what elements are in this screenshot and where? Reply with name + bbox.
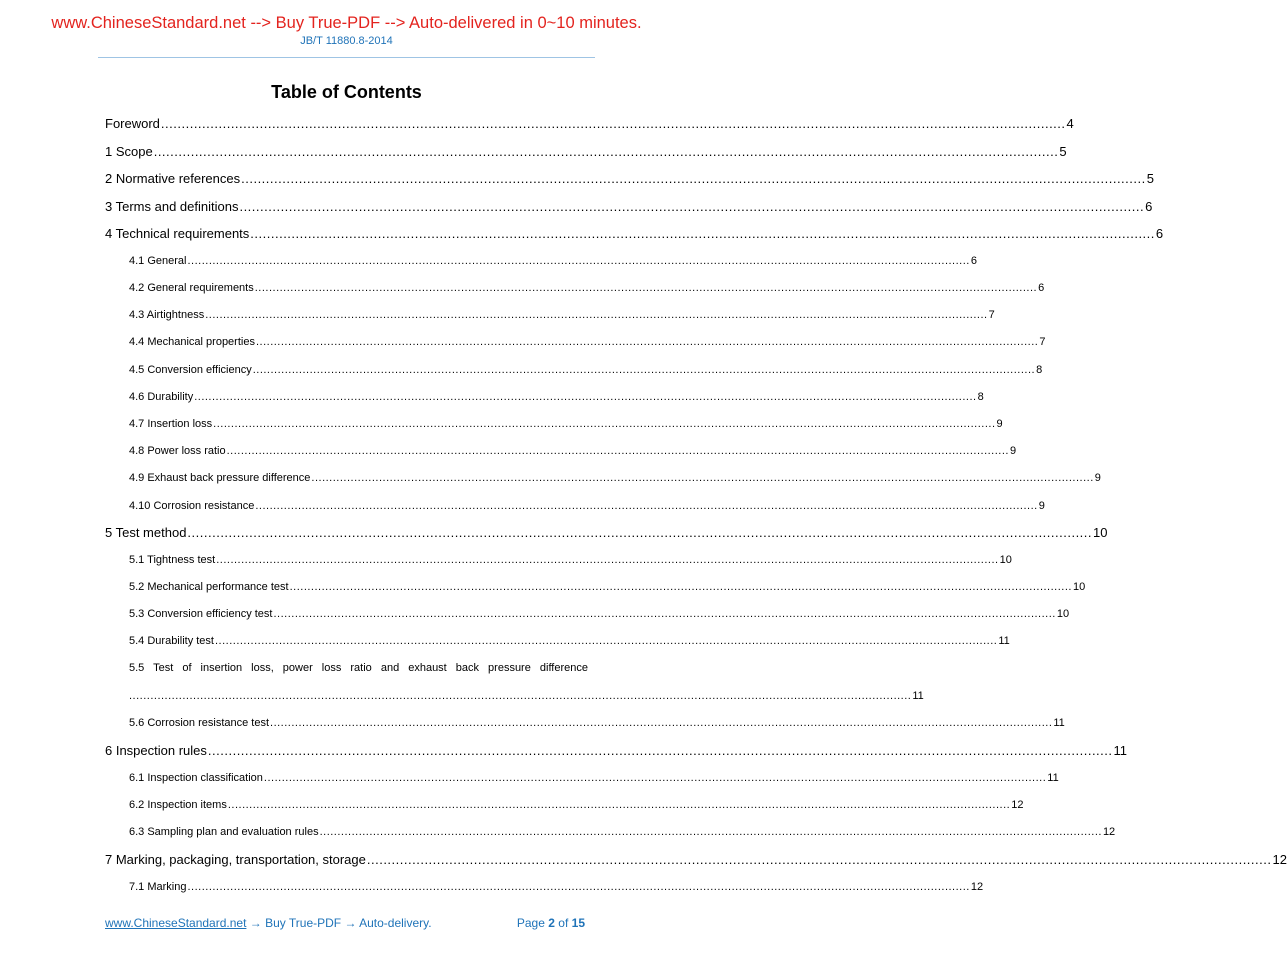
toc-leader: ............................................................................................................................................................................................................................ <box>216 554 999 566</box>
toc-leader: ............................................................................................................................................................................................................................ <box>289 581 1072 593</box>
toc-leader: ............................................................................................................................................................................................................................ <box>270 717 1053 729</box>
toc-entry-page: 8 <box>1036 364 1043 376</box>
toc-entry[interactable] <box>129 445 1017 457</box>
toc-entry-second-line <box>129 690 924 702</box>
toc-leader: ............................................................................................................................................................................................................................ <box>273 608 1056 620</box>
toc-title: Table of Contents <box>271 82 422 102</box>
toc-entry-label: 4.7 Insertion loss <box>129 418 213 430</box>
toc-entry[interactable] <box>129 500 1045 512</box>
toc-leader: ............................................................................................................................................................................................................................ <box>254 282 1038 294</box>
toc-entry[interactable] <box>129 309 995 321</box>
toc-entry-label: 5.6 Corrosion resistance test <box>129 717 270 729</box>
toc-leader: ............................................................................................................................................................................................................................ <box>263 772 1047 784</box>
toc-leader: ............................................................................................................................................................................................................................ <box>366 852 1272 867</box>
toc-entry-label: Foreword <box>105 116 160 131</box>
toc-entry-page: 9 <box>1038 500 1045 512</box>
toc-entry-page: 7 <box>1039 336 1046 348</box>
toc-entry-page: 11 <box>1053 717 1065 729</box>
toc-leader: ............................................................................................................................................................................................................................ <box>239 199 1145 214</box>
toc-entry-page: 10 <box>1072 581 1086 593</box>
toc-entry-label: 7 Marking, packaging, transportation, storage <box>105 852 366 867</box>
toc-entry[interactable] <box>105 199 1153 214</box>
toc-entry-label: 5.4 Durability test <box>129 635 214 647</box>
toc-entry-label: 4.5 Conversion efficiency <box>129 364 252 376</box>
page-label: Page <box>516 916 545 930</box>
toc-entry[interactable] <box>129 581 1086 593</box>
toc-entry-page: 9 <box>1094 472 1101 484</box>
toc-entry-label: 5 Test method <box>105 525 187 540</box>
toc-entry-page: 12 <box>970 881 984 893</box>
toc-leader: ............................................................................................................................................................................................................................ <box>187 255 970 267</box>
toc-entry-label: 2 Normative references <box>105 171 241 186</box>
current-page: 2 <box>548 916 555 930</box>
toc-entry-page: 12 <box>1011 799 1024 811</box>
toc-entry-label: 5.1 Tightness test <box>129 554 216 566</box>
toc-entry-page: 5 <box>1059 144 1067 159</box>
toc-entry-label: 4.8 Power loss ratio <box>129 445 226 457</box>
toc-entry-page: 5 <box>1146 171 1154 186</box>
toc-entry-label: 4.2 General requirements <box>129 282 254 294</box>
toc-entry[interactable] <box>105 852 1287 867</box>
toc-entry[interactable] <box>129 881 984 893</box>
toc-leader: ............................................................................................................................................................................................................................ <box>214 635 998 647</box>
footer-left <box>105 916 432 930</box>
standard-number: JB/T 11880.8-2014 <box>300 35 393 47</box>
toc-entry-label: 4.1 General <box>129 255 187 267</box>
toc-entry-label: 1 Scope <box>105 144 153 159</box>
toc-entry[interactable] <box>129 635 1010 647</box>
toc-leader: ............................................................................................................................................................................................................................ <box>255 500 1038 512</box>
toc-entry-label: 6.1 Inspection classification <box>129 772 263 784</box>
toc-entry[interactable] <box>129 554 1012 566</box>
toc-entry-page: 7 <box>988 309 995 321</box>
toc-entry-label: 4.10 Corrosion resistance <box>129 500 255 512</box>
toc-entry-label: 4.6 Durability <box>129 391 194 403</box>
toc-entry-page: 11 <box>1047 772 1059 784</box>
toc-entry-label: 6.2 Inspection items <box>129 799 227 811</box>
toc-leader: ............................................................................................................................................................................................................................ <box>194 391 977 403</box>
toc-entry-label: 4 Technical requirements <box>105 226 250 241</box>
toc-entry[interactable] <box>105 144 1067 159</box>
total-pages: 15 <box>571 916 585 930</box>
footer-site-link[interactable]: www.ChineseStandard.net <box>105 916 247 930</box>
footer-tagline: → Buy True-PDF → Auto-delivery. <box>246 916 432 930</box>
toc-entry-label: 4.3 Airtightness <box>129 309 205 321</box>
toc-entry[interactable] <box>129 282 1045 294</box>
toc-entry-page: 6 <box>1038 282 1045 294</box>
toc-entry-page: 8 <box>977 391 984 403</box>
page-indicator <box>517 916 585 930</box>
toc-entry-page: 6 <box>970 255 977 267</box>
toc-leader: ............................................................................................................................................................................................................................ <box>252 364 1036 376</box>
toc-entry[interactable] <box>105 525 1108 540</box>
toc-entry-page: 9 <box>996 418 1003 430</box>
toc-entry-page: 10 <box>999 554 1012 566</box>
top-banner[interactable]: www.ChineseStandard.net --> Buy True-PDF --> Auto-delivered in 0~10 minutes. <box>51 14 642 32</box>
toc-entry-page: 9 <box>1009 445 1017 457</box>
toc-entry-page: 12 <box>1102 826 1116 838</box>
toc-leader: ............................................................................................................................................................................................................................ <box>129 690 912 702</box>
toc-entry[interactable] <box>105 743 1128 758</box>
toc-entry-label: 4.9 Exhaust back pressure difference <box>129 472 311 484</box>
toc-entry-label: 5.2 Mechanical performance test <box>129 581 289 593</box>
toc-entry[interactable] <box>129 418 1003 430</box>
toc-entry[interactable] <box>105 226 1164 241</box>
toc-leader: ............................................................................................................................................................................................................................ <box>153 144 1059 159</box>
toc-leader: ............................................................................................................................................................................................................................ <box>187 881 970 893</box>
toc-entry[interactable] <box>129 799 1024 811</box>
toc-leader: ............................................................................................................................................................................................................................ <box>207 743 1113 758</box>
toc-entry-label: 3 Terms and definitions <box>105 199 239 214</box>
page-of-label: of <box>558 916 569 930</box>
page-footer <box>105 916 585 930</box>
toc-leader: ............................................................................................................................................................................................................................ <box>187 525 1093 540</box>
toc-entry[interactable] <box>129 772 1059 784</box>
toc-entry[interactable] <box>129 717 1065 729</box>
toc-entry-page: 4 <box>1066 116 1074 131</box>
toc-entry-label: 5.5 Test of insertion loss, power loss ratio and exhaust back pressure difference <box>129 662 588 674</box>
toc-leader: ............................................................................................................................................................................................................................ <box>319 826 1102 838</box>
toc-entry[interactable] <box>129 608 1070 620</box>
header-divider <box>98 57 595 58</box>
toc-leader: ............................................................................................................................................................................................................................ <box>250 226 1155 241</box>
toc-entry[interactable] <box>105 171 1154 186</box>
toc-leader: ............................................................................................................................................................................................................................ <box>241 171 1146 186</box>
toc-leader: ............................................................................................................................................................................................................................ <box>226 445 1009 457</box>
toc-entry[interactable] <box>129 472 1101 484</box>
toc-entry[interactable] <box>129 391 984 403</box>
toc-entry[interactable] <box>129 336 1046 348</box>
toc-leader: ............................................................................................................................................................................................................................ <box>227 799 1011 811</box>
toc-entry[interactable] <box>129 364 1043 376</box>
toc-entry-label: 5.3 Conversion efficiency test <box>129 608 273 620</box>
toc-leader: ............................................................................................................................................................................................................................ <box>255 336 1039 348</box>
toc-entry-page: 6 <box>1145 199 1153 214</box>
toc-entry-first-line <box>129 662 588 674</box>
toc-leader: ............................................................................................................................................................................................................................ <box>160 116 1066 131</box>
toc-entry-label: 6 Inspection rules <box>105 743 207 758</box>
toc-entry-page: 6 <box>1155 226 1164 241</box>
toc-leader: ............................................................................................................................................................................................................................ <box>213 418 996 430</box>
toc-entry-label: 6.3 Sampling plan and evaluation rules <box>129 826 319 838</box>
toc-entry-page: 10 <box>1056 608 1070 620</box>
toc-entry-page: 11 <box>1113 743 1128 758</box>
toc-entry-page: 12 <box>1272 852 1287 867</box>
toc-entry-label: 4.4 Mechanical properties <box>129 336 255 348</box>
toc-entry-page: 10 <box>1093 525 1108 540</box>
toc-entry[interactable] <box>129 826 1116 838</box>
toc-leader: ............................................................................................................................................................................................................................ <box>311 472 1094 484</box>
toc-entry-page: 11 <box>998 635 1010 647</box>
toc-entry-page: 11 <box>912 690 924 702</box>
toc-leader: ............................................................................................................................................................................................................................ <box>205 309 988 321</box>
toc-entry-label: 7.1 Marking <box>129 881 187 893</box>
toc-entry[interactable] <box>105 116 1074 131</box>
toc-entry[interactable] <box>129 255 977 267</box>
